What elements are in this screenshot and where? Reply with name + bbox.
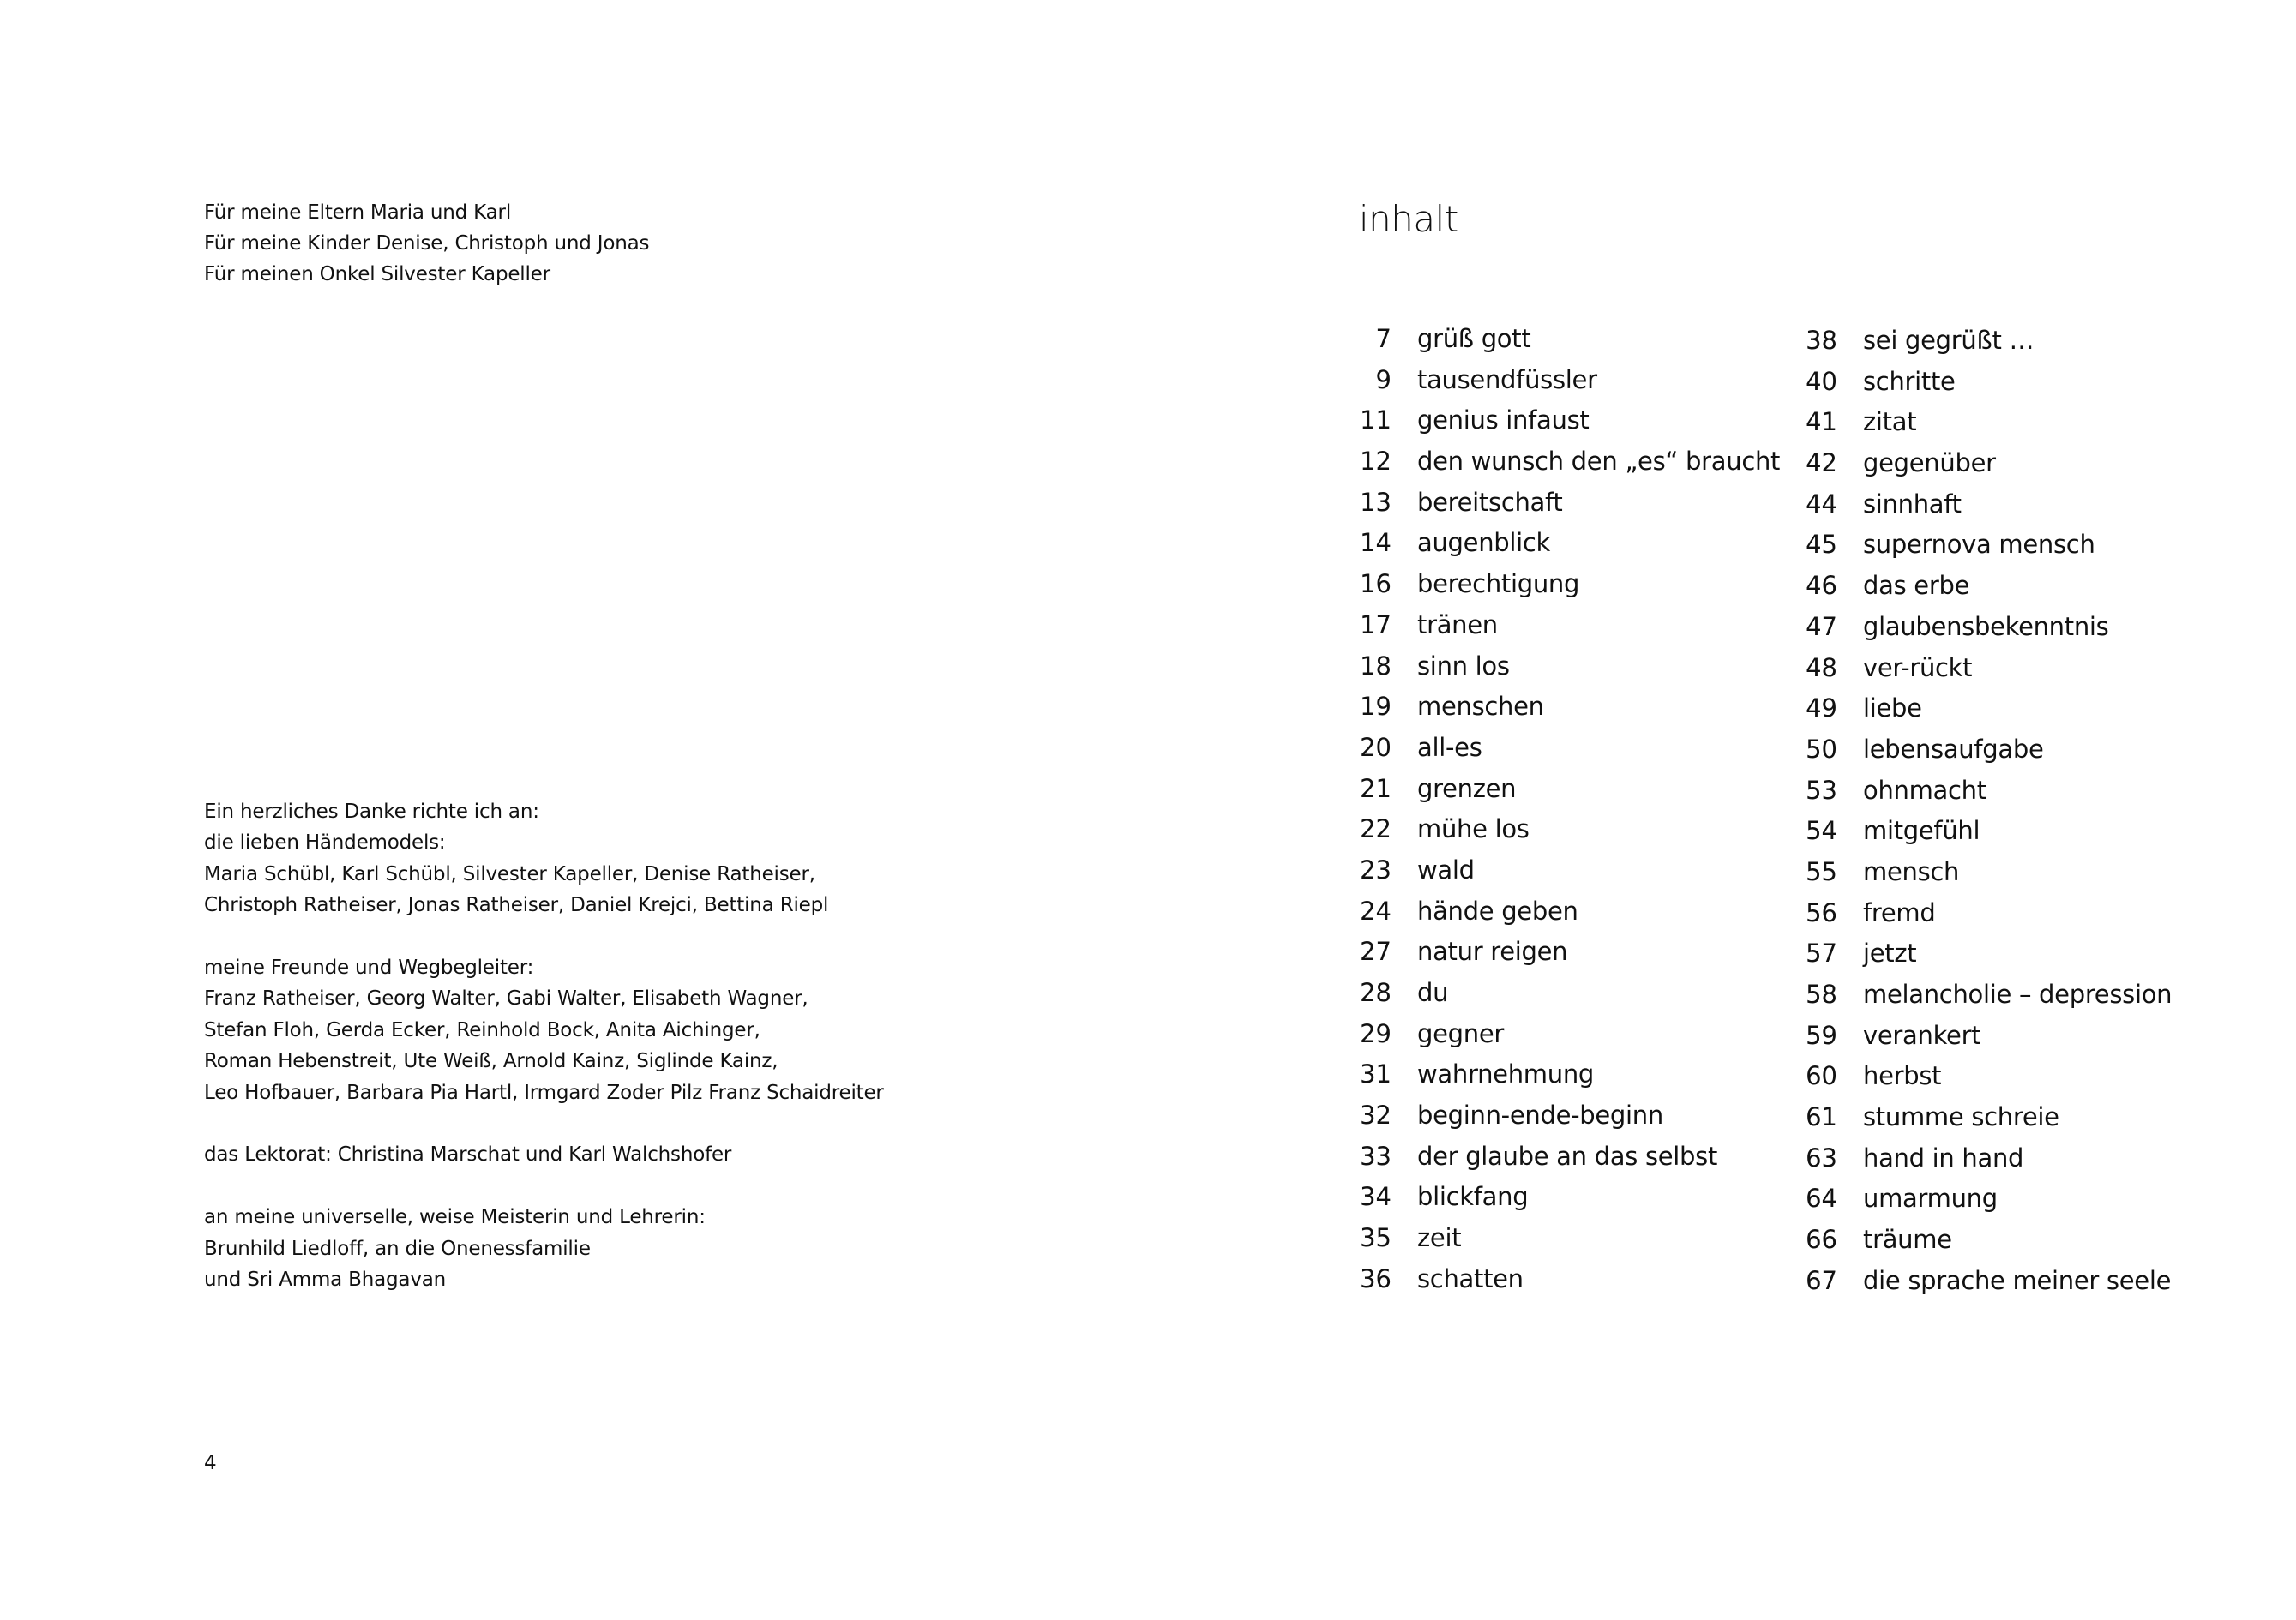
acknowledgement-line: Stefan Floh, Gerda Ecker, Reinhold Bock, Anita Aichinger, [204,1018,760,1041]
toc-entry [1354,405,1834,447]
toc-page-number: 17 [1360,609,1391,639]
toc-page-number: 64 [1806,1184,1837,1214]
toc-entry [1800,1225,2280,1266]
toc-entry-title: sinnhaft [1863,489,1962,519]
toc-page-number: 47 [1806,611,1837,641]
toc-entry [1800,693,2280,735]
toc-entry [1354,324,1834,365]
toc-entry [1800,612,2280,653]
toc-entry [1800,489,2280,531]
toc-entry [1354,447,1834,488]
toc-page-number: 36 [1360,1263,1391,1293]
toc-entry-title: mensch [1863,856,1960,886]
toc-entry [1800,816,2280,857]
acknowledgement-line: und Sri Amma Bhagavan [204,1269,446,1292]
toc-page-number: 66 [1806,1225,1837,1255]
toc-entry-title: träume [1863,1225,1952,1255]
toc-entry [1800,1061,2280,1102]
toc-page-number: 44 [1806,489,1837,519]
toc-entry [1800,407,2280,448]
toc-entry-title: blickfang [1417,1182,1529,1212]
toc-entry [1800,1102,2280,1143]
toc-entry-title: natur reigen [1417,937,1568,967]
right-page [1148,0,2296,1620]
toc-page-number: 11 [1360,405,1391,435]
acknowledgement-line: Brunhild Liedloff, an die Onenessfamilie [204,1237,591,1260]
toc-entry-title: grenzen [1417,773,1517,803]
toc-entry [1354,774,1834,815]
toc-entry [1354,897,1834,938]
toc-entry-title: wahrnehmung [1417,1059,1595,1089]
toc-entry [1354,937,1834,978]
toc-entry-title: lebensaufgabe [1863,734,2044,764]
toc-entry-title: sinn los [1417,651,1510,681]
toc-entry-title: berechtigung [1417,569,1580,599]
toc-entry-title: die sprache meiner seele [1863,1265,2172,1295]
toc-entry [1800,898,2280,939]
toc-entry-title: all-es [1417,732,1482,762]
toc-entry [1354,733,1834,774]
toc-entry [1354,1264,1834,1305]
toc-page-number: 54 [1806,816,1837,846]
toc-entry-title: das erbe [1863,571,1970,601]
toc-entry-title: du [1417,978,1449,1007]
toc-entry-title: genius infaust [1417,405,1590,435]
dedication-line: Für meine Kinder Denise, Christoph und Jonas [204,232,650,255]
toc-page-number: 53 [1806,775,1837,805]
toc-entry [1800,367,2280,408]
toc-page-number: 58 [1806,980,1837,1009]
toc-page-number: 16 [1360,569,1391,599]
toc-page-number: 38 [1806,326,1837,355]
toc-entry [1354,855,1834,897]
toc-entry-title: melancholie – depression [1863,980,2173,1009]
toc-entry-title: glaubensbekenntnis [1863,611,2109,641]
toc-page-number: 59 [1806,1020,1837,1050]
toc-page-number: 12 [1360,447,1391,477]
acknowledgement-line: das Lektorat: Christina Marschat und Karl Walchshofer [204,1143,732,1167]
toc-entry [1354,365,1834,406]
toc-page-number: 67 [1806,1265,1837,1295]
acknowledgement-line: die lieben Händemodels: [204,831,446,855]
toc-entry-title: jetzt [1863,939,1917,969]
acknowledgement-line: Roman Hebenstreit, Ute Weiß, Arnold Kainz, Siglinde Kainz, [204,1050,778,1073]
toc-entry-title: verankert [1863,1020,1981,1050]
toc-page-number: 55 [1806,856,1837,886]
toc-page-number: 45 [1806,530,1837,560]
acknowledgement-line: Leo Hofbauer, Barbara Pia Hartl, Irmgard Zoder Pilz Franz Schaidreiter [204,1081,884,1104]
toc-page-number: 22 [1360,814,1391,844]
acknowledgements [204,796,1104,1295]
acknowledgement-block-editing [204,1139,1104,1170]
acknowledgement-block-friends [204,952,1104,1108]
toc-entry [1800,571,2280,612]
toc-page-number: 19 [1360,692,1391,722]
toc-entry-title: schritte [1863,366,1956,396]
toc-page-number: 35 [1360,1223,1391,1253]
toc-entry [1354,1142,1834,1183]
toc-entry-title: liebe [1863,693,1922,723]
toc-page-number: 42 [1806,448,1837,478]
toc-entry-title: zitat [1863,407,1917,437]
toc-column-2 [1800,326,2280,1307]
toc-entry [1354,528,1834,569]
toc-entry-title: hand in hand [1863,1143,2024,1173]
toc-page-number: 7 [1375,324,1391,353]
acknowledgement-block-teacher [204,1202,1104,1295]
toc-entry-title: stumme schreie [1863,1102,2059,1132]
toc-entry-title: mitgefühl [1863,816,1980,846]
toc-entry [1354,651,1834,693]
toc-page-number: 49 [1806,693,1837,723]
acknowledgement-block-hand-models [204,796,1104,921]
toc-entry [1800,735,2280,776]
toc-entry-title: bereitschaft [1417,487,1563,517]
dedication-line: Für meinen Onkel Silvester Kapeller [204,263,550,285]
toc-entry [1800,1266,2280,1307]
toc-entry [1800,1184,2280,1225]
toc-entry-title: tränen [1417,609,1498,639]
toc-entry [1354,1182,1834,1223]
toc-page-number: 14 [1360,528,1391,558]
toc-entry-title: mühe los [1417,814,1530,844]
toc-entry [1800,448,2280,489]
acknowledgement-line: an meine universelle, weise Meisterin und Lehrerin: [204,1206,706,1229]
toc-entry-title: sei gegrüßt … [1863,326,2035,355]
dedication [204,197,976,290]
toc-page-number: 46 [1806,571,1837,601]
toc-entry [1800,1021,2280,1062]
acknowledgement-line: Christoph Ratheiser, Jonas Ratheiser, Daniel Krejci, Bettina Riepl [204,894,829,917]
toc-page-number: 20 [1360,732,1391,762]
toc-page-number: 50 [1806,734,1837,764]
toc-page-number: 13 [1360,487,1391,517]
toc-entry-title: fremd [1863,897,1936,927]
toc-entry [1800,530,2280,571]
toc-entry-title: gegenüber [1863,448,1996,478]
toc-entry-title: hände geben [1417,896,1578,926]
toc-page-number: 32 [1360,1101,1391,1131]
toc-entry [1800,776,2280,817]
toc-entry-title: ver-rückt [1863,652,1973,682]
toc-page-number: 41 [1806,407,1837,437]
toc-page-number: 33 [1360,1141,1391,1171]
toc-page-number: 61 [1806,1102,1837,1132]
toc-entry-title: augenblick [1417,528,1551,558]
toc-entry [1354,814,1834,855]
toc-entry [1354,692,1834,733]
toc-entry-title: grüß gott [1417,324,1531,353]
toc-page-number: 23 [1360,855,1391,885]
toc-entry-title: schatten [1417,1263,1524,1293]
toc-page-number: 63 [1806,1143,1837,1173]
toc-page-number: 21 [1360,773,1391,803]
toc-entry [1354,1223,1834,1264]
toc-page-number: 40 [1806,366,1837,396]
toc-page-number: 60 [1806,1061,1837,1091]
acknowledgement-line: Franz Ratheiser, Georg Walter, Gabi Walter, Elisabeth Wagner, [204,987,808,1011]
toc-entry-title: tausendfüssler [1417,364,1597,394]
toc-page-number: 18 [1360,651,1391,681]
toc-entry-title: wald [1417,855,1475,885]
toc-page-number: 9 [1375,364,1391,394]
toc-entry-title: zeit [1417,1223,1462,1253]
toc-entry [1800,653,2280,694]
toc-entry-title: menschen [1417,692,1544,722]
toc-entry-title: gegner [1417,1018,1505,1048]
toc-entry [1354,488,1834,529]
toc-entry [1354,610,1834,651]
toc-page-number: 27 [1360,937,1391,967]
acknowledgement-line: Ein herzliches Danke richte ich an: [204,801,539,823]
toc-page-number: 56 [1806,897,1837,927]
toc-entry-title: der glaube an das selbst [1417,1141,1718,1171]
toc-entry-title: umarmung [1863,1184,1998,1214]
toc-entry-title: ohnmacht [1863,775,1986,805]
toc-column-1 [1354,324,1834,1305]
toc-entry-title: supernova mensch [1863,530,2095,560]
toc-page-number: 31 [1360,1059,1391,1089]
acknowledgement-line: meine Freunde und Wegbegleiter: [204,957,534,980]
toc-entry [1354,978,1834,1019]
toc-entry [1800,939,2280,980]
toc-entry [1354,1059,1834,1101]
toc-entry [1800,326,2280,367]
toc-entry [1354,1101,1834,1142]
toc-entry [1800,980,2280,1021]
toc-entry [1800,857,2280,898]
toc-entry-title: beginn-ende-beginn [1417,1101,1663,1131]
toc-entry [1354,569,1834,610]
toc-page-number: 29 [1360,1018,1391,1048]
toc-entry-title: herbst [1863,1061,1942,1091]
toc-entry-title: den wunsch den „es“ braucht [1417,447,1781,477]
toc-page-number: 28 [1360,978,1391,1007]
toc-page-number: 57 [1806,939,1837,969]
toc-page-number: 48 [1806,652,1837,682]
toc-page-number: 24 [1360,896,1391,926]
acknowledgement-line: Maria Schübl, Karl Schübl, Silvester Kapeller, Denise Ratheiser, [204,862,815,885]
toc-entry [1800,1143,2280,1185]
toc-title: inhalt [1359,198,1458,240]
toc-page-number: 34 [1360,1182,1391,1212]
page-number: 4 [204,1452,217,1474]
toc-entry [1354,1019,1834,1060]
dedication-line: Für meine Eltern Maria und Karl [204,201,512,224]
